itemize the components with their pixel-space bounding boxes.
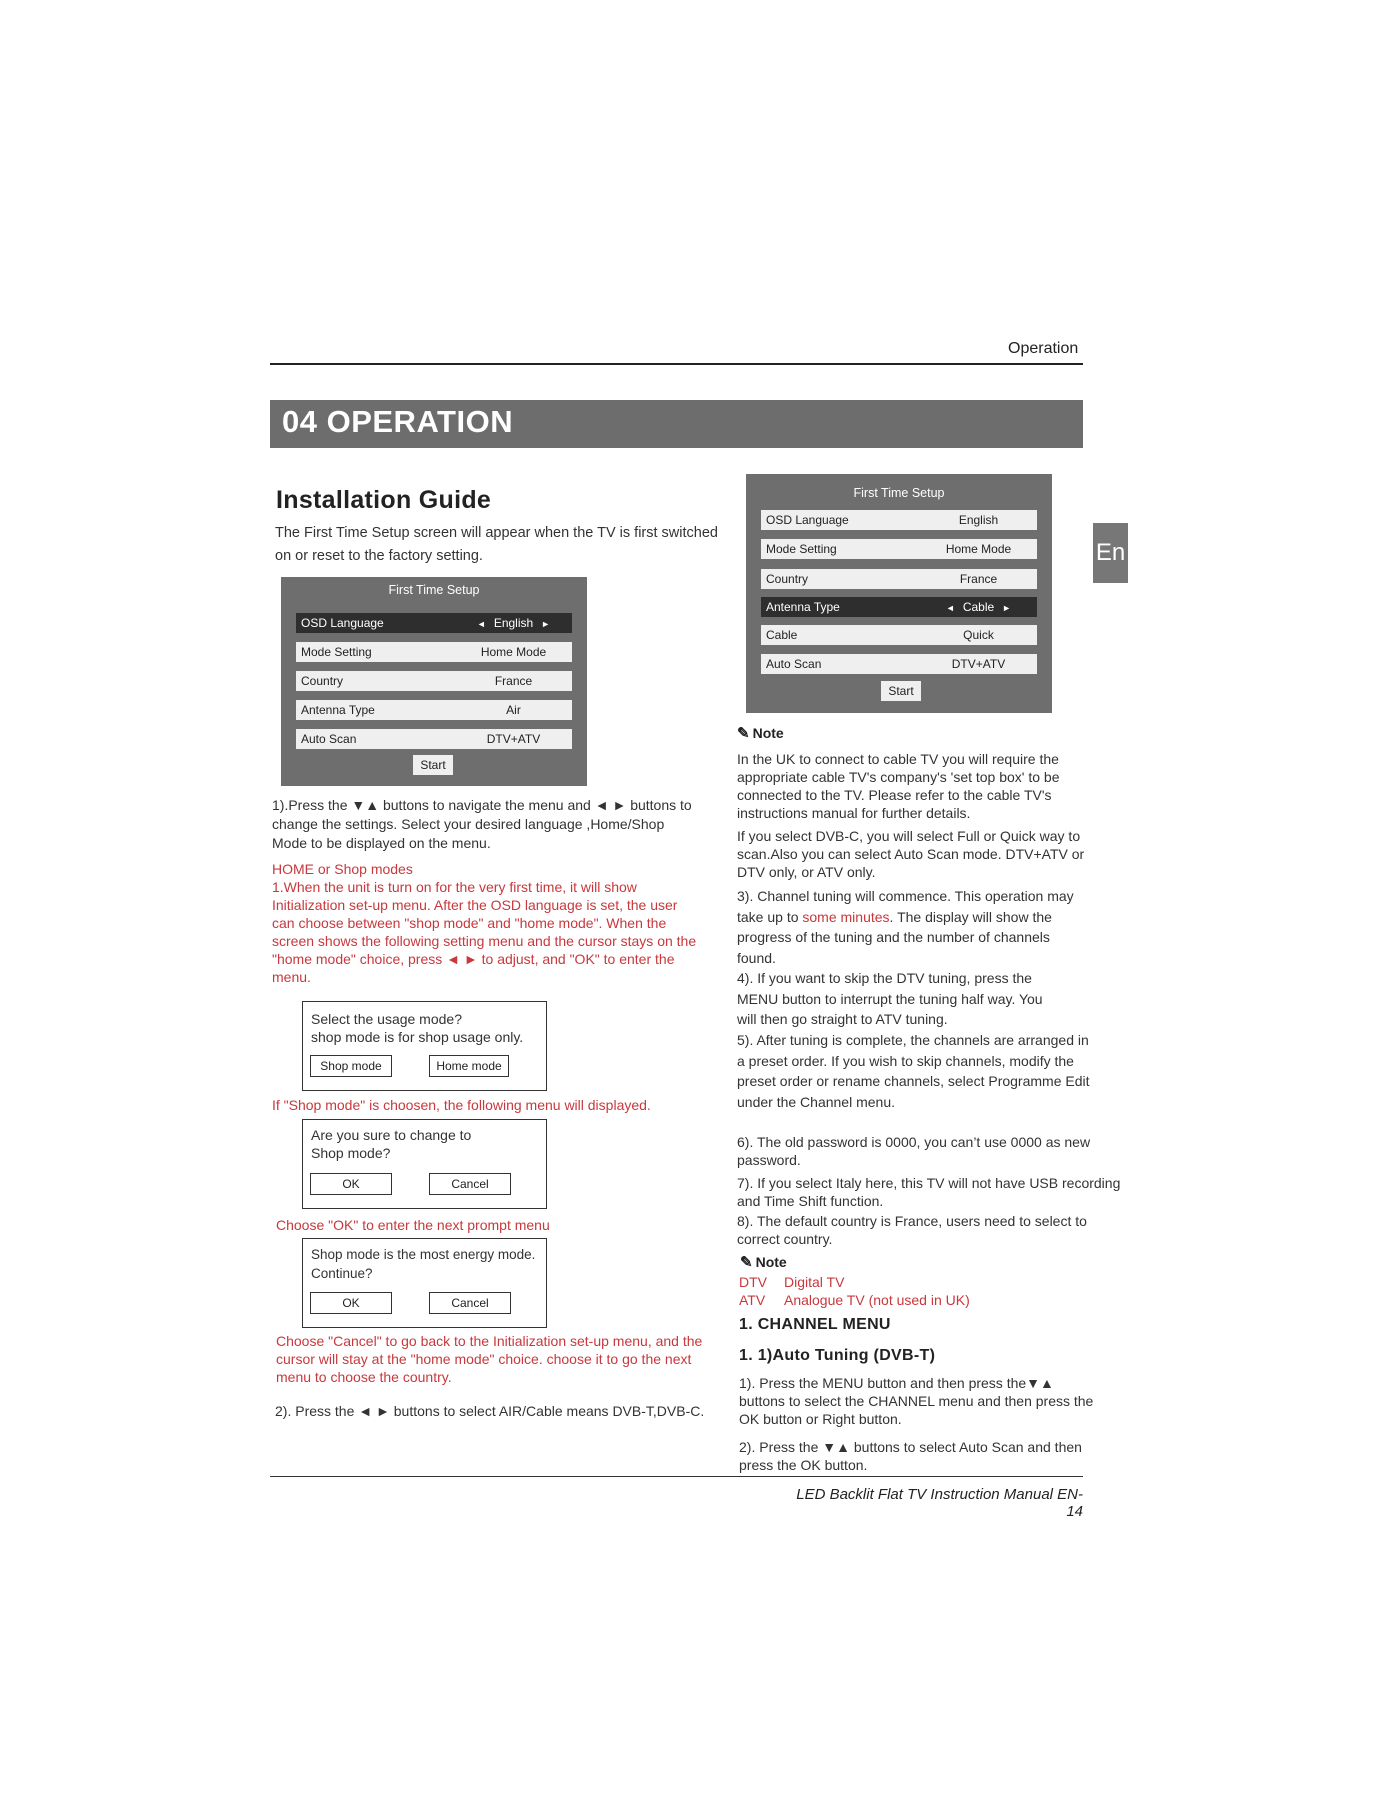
shop-mode-note: If "Shop mode" is choosen, the following menu will displayed. [272,1097,651,1113]
dialog-line-2: Continue? [311,1266,373,1281]
dialog-line-2: shop mode is for shop usage only. [311,1029,524,1045]
menu-title: First Time Setup [853,486,945,500]
right-icon: ► [612,797,627,813]
home-shop-body [272,878,702,986]
dialog-line-1: Shop mode is the most energy mode. [311,1247,536,1262]
note-label: Note [752,725,784,741]
arrow-right-icon: ► [541,619,551,629]
step-1-text-a: 1).Press the [272,797,348,813]
left-icon: ◄ [358,1403,373,1419]
channel-step-1-b: buttons to select the CHANNEL menu and then press the OK button or Right button. [739,1393,1094,1427]
note-p6: 6). The old password is 0000, you can’t use 0000 as new password. [737,1134,1091,1168]
pen-icon: ✎ [740,1254,753,1271]
note-heading [737,724,784,742]
channel-step-2 [739,1438,1099,1474]
row-value: Home Mode [945,542,1012,556]
shop-mode-button[interactable]: Shop mode [310,1055,392,1077]
menu-row-mode-setting[interactable] [296,642,572,662]
ok-button[interactable]: OK [310,1173,392,1195]
step-2-text-b: buttons to select AIR/Cable means DVB-T,DVB-C. [393,1403,705,1419]
note-p3-c: . The display will show the progress of the tuning and the number of channels found. [737,908,1052,966]
down-up-icon: ▼▲ [822,1439,850,1455]
abbrev: ATV [739,1292,766,1308]
home-shop-body-a: 1.When the unit is turn on for the very first time, it will show Initialization set-up menu. After the OSD language is set, the user can choose between "shop mode" and "home mode". When the screen shows the following setting menu and the cursor stays on the "home mode" choice, press [272,879,697,967]
auto-tuning-heading: 1. 1)Auto Tuning (DVB-T) [739,1347,936,1364]
arrow-left-icon: ◄ [945,603,955,613]
note-p5: 5). After tuning is complete, the channels are arranged in a preset order. If you wish to skip channels, modify the preset order or rename channels, select Programme Edit under the Channel menu. [737,1032,1090,1110]
step-2-text-a: 2). Press the [275,1403,355,1419]
channel-step-1-a: 1). Press the MENU button and then press the [739,1375,1027,1391]
row-value [926,600,1031,614]
row-value: France [959,572,998,586]
note-p1: In the UK to connect to cable TV you will require the appropriate cable TV's company's 'set top box' to be connected to the TV. Please refer to the cable TV's instructions manual for further details. [737,751,1060,821]
menu-row-country[interactable] [761,569,1037,589]
header-rule [270,363,1083,365]
note-heading-2 [740,1253,787,1271]
row-label: Mode Setting [766,542,837,556]
row-label: Antenna Type [766,600,840,614]
menu-row-cable[interactable] [761,625,1037,645]
energy-mode-dialog [302,1238,547,1328]
row-label: Country [766,572,809,586]
menu-row-antenna-type[interactable] [761,597,1037,617]
abbrev-row-atv [739,1291,970,1309]
note-p8: 8). The default country is France, users need to select to correct country. [737,1213,1087,1247]
menu-row-auto-scan[interactable] [761,654,1037,674]
note-p7: 7). If you select Italy here, this TV will not have USB recording and Time Shift function. [737,1175,1121,1209]
right-icon: ► [376,1403,390,1419]
language-tab: En [1093,523,1128,583]
left-icon: ◄ [446,951,460,967]
step-1-text-b: buttons to navigate the menu and [382,797,591,813]
row-value: English [958,513,999,527]
ok-button[interactable]: OK [310,1292,392,1314]
row-value: Air [506,703,521,717]
abbrev-meaning: Analogue TV (not used in UK) [784,1292,970,1308]
row-label: Country [301,674,344,688]
row-value: DTV+ATV [951,657,1006,671]
channel-menu-heading: 1. CHANNEL MENU [739,1316,891,1333]
row-value [461,616,566,630]
note-p3-a: 3). Channel tuning will commence. This operation may take up to [737,888,1074,925]
menu-row-antenna-type[interactable] [296,700,572,720]
channel-step-2-b: buttons to select Auto Scan and then press the OK button. [739,1439,1082,1473]
start-button[interactable]: Start [413,755,453,775]
confirm-shop-dialog [302,1119,547,1209]
down-up-icon: ▼▲ [1026,1375,1054,1391]
step-2-paragraph [275,1402,715,1421]
dialog-line-1: Select the usage mode? [311,1011,462,1027]
home-shop-title: HOME or Shop modes [272,861,413,877]
dialog-message [311,1010,523,1046]
row-label: Cable [766,628,798,642]
choose-ok-note: Choose "OK" to enter the next prompt menu [276,1217,550,1233]
first-time-setup-menu [281,577,587,786]
usage-mode-dialog [302,1001,547,1091]
dialog-message [311,1126,471,1162]
footer-text: LED Backlit Flat TV Instruction Manual EN-14 [796,1486,1083,1520]
menu-row-osd-language[interactable] [296,613,572,633]
pen-icon: ✎ [737,725,750,742]
dialog-line-1: Are you sure to change to [311,1127,472,1143]
intro-paragraph: The First Time Setup screen will appear when the TV is first switched on or reset to the factory setting. [275,525,718,564]
down-up-icon: ▼▲ [351,797,380,813]
row-label: Auto Scan [301,732,357,746]
row-value: France [494,674,533,688]
row-label: Auto Scan [766,657,822,671]
abbrev: DTV [739,1274,767,1290]
row-value: Home Mode [480,645,547,659]
channel-step-2-a: 2). Press the [739,1439,819,1455]
row-value-text: Cable [962,600,995,614]
cancel-button[interactable]: Cancel [429,1292,511,1314]
arrow-right-icon: ► [1002,603,1012,613]
row-value: Quick [963,628,994,642]
home-mode-button[interactable]: Home mode [429,1055,509,1077]
row-label: Mode Setting [301,645,372,659]
chapter-title: 04 OPERATION [282,404,514,439]
first-time-setup-menu-cable [746,474,1052,713]
section-title: Installation Guide [276,486,492,514]
step-1-text-c: buttons to change the settings. Select your desired language ,Home/Shop Mode to be displayed on the menu. [272,797,692,851]
row-label: OSD Language [766,513,849,527]
chapter-banner [270,400,1083,448]
note-p2: If you select DVB-C, you will select Full or Quick way to scan.Also you can select Auto Scan mode. DTV+ATV or DTV only, or ATV only. [737,828,1085,880]
dialog-line-2: Shop mode? [311,1145,391,1161]
menu-row-mode-setting[interactable] [761,539,1037,559]
menu-row-country[interactable] [296,671,572,691]
running-header: Operation [1008,340,1079,357]
row-label: OSD Language [301,616,384,630]
step-1-paragraph [272,796,702,853]
note-p3 [737,886,1077,968]
dialog-message [311,1245,535,1283]
menu-row-osd-language[interactable] [761,510,1037,530]
menu-title: First Time Setup [388,583,480,597]
note-label: Note [755,1254,787,1270]
row-value: DTV+ATV [486,732,541,746]
note-p3-highlight: some minutes [802,908,890,925]
right-icon: ► [463,951,478,967]
cancel-button[interactable]: Cancel [429,1173,511,1195]
row-value-text: English [493,616,534,630]
start-button[interactable]: Start [881,681,921,701]
left-icon: ◄ [594,797,609,813]
channel-step-1 [739,1374,1099,1428]
abbrev-meaning: Digital TV [784,1274,845,1290]
note-p4: 4). If you want to skip the DTV tuning, press the MENU button to interrupt the tuning half way. You will then go straight to ATV tuning. [737,970,1043,1027]
home-shop-body-b: to adjust, and "OK" to enter the menu. [272,951,675,985]
row-label: Antenna Type [301,703,375,717]
choose-cancel-note: Choose "Cancel" to go back to the Initialization set-up menu, and the cursor will stay at the "home mode" choice. choose it to go the next menu to choose the country. [276,1333,703,1385]
arrow-left-icon: ◄ [476,619,486,629]
footer-rule [270,1476,1083,1477]
abbrev-row-dtv [739,1273,844,1291]
menu-row-auto-scan[interactable] [296,729,572,749]
